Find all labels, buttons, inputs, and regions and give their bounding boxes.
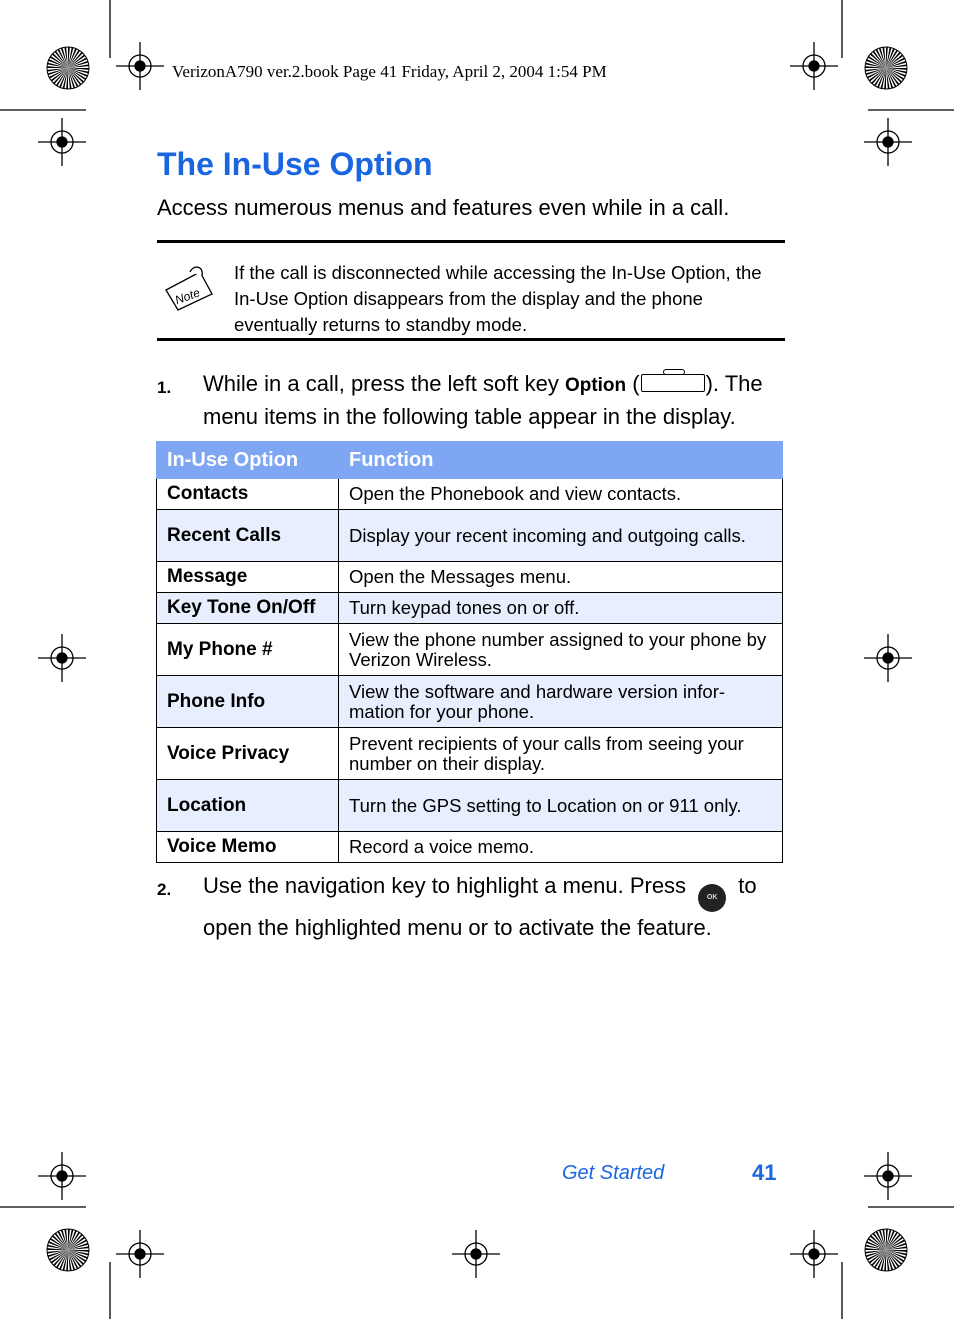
function-cell: View the phone number assigned to your phone by Verizon Wireless.	[339, 624, 783, 676]
function-cell: Turn the GPS setting to Location on or 911 only.	[339, 780, 783, 832]
note-text: If the call is disconnected while accessing the In-Use Option, the In-Use Option disappears from the display and the phone eventually returns to standby mode.	[234, 262, 762, 335]
note-icon	[160, 262, 216, 314]
option-cell: Voice Privacy	[157, 728, 339, 780]
function-cell: Turn keypad tones on or off.	[339, 593, 783, 624]
table-row	[157, 832, 783, 863]
table-row	[157, 562, 783, 593]
function-cell: Open the Phonebook and view contacts.	[339, 479, 783, 510]
print-header: VerizonA790 ver.2.book Page 41 Friday, April 2, 2004 1:54 PM	[172, 62, 607, 81]
option-cell: Voice Memo	[157, 832, 339, 863]
option-cell: Recent Calls	[157, 510, 339, 562]
option-cell: My Phone #	[157, 624, 339, 676]
function-cell: View the software and hardware version infor-mation for your phone.	[339, 676, 783, 728]
function-cell: Open the Messages menu.	[339, 562, 783, 593]
ok-key-icon: OK	[698, 884, 726, 912]
table-header-row	[157, 442, 783, 479]
option-cell: Message	[157, 562, 339, 593]
footer-section: Get Started	[562, 1162, 665, 1184]
note-icon-label: Note	[173, 285, 202, 308]
table-row	[157, 780, 783, 832]
table-row	[157, 479, 783, 510]
table-header-option: In-Use Option	[157, 442, 339, 479]
table-row	[157, 624, 783, 676]
page-subtitle: Access numerous menus and features even while in a call.	[157, 195, 730, 220]
page-number: 41	[752, 1160, 777, 1185]
table-row	[157, 728, 783, 780]
note-top-rule	[157, 240, 785, 243]
step-1-text: While in a call, press the left soft key Option ( ). The menu items in the following table appear in the display.	[203, 371, 763, 429]
note-bottom-rule	[157, 338, 785, 341]
step-2-text: Use the navigation key to highlight a menu. Press OK to open the highlighted menu or to activate the feature.	[203, 873, 757, 940]
page-title: The In-Use Option	[157, 146, 433, 182]
step-2-number: 2.	[157, 880, 172, 899]
table-row	[157, 593, 783, 624]
function-cell: Prevent recipients of your calls from seeing your number on their display.	[339, 728, 783, 780]
step-1-number: 1.	[157, 378, 172, 397]
in-use-options-table	[156, 441, 783, 863]
option-cell: Phone Info	[157, 676, 339, 728]
option-key-label: Option	[564, 375, 627, 396]
table-header-function: Function	[339, 442, 783, 479]
left-soft-key-icon	[641, 374, 705, 392]
function-cell: Display your recent incoming and outgoing calls.	[339, 510, 783, 562]
table-row	[157, 676, 783, 728]
option-cell: Contacts	[157, 479, 339, 510]
option-cell: Location	[157, 780, 339, 832]
table-row	[157, 510, 783, 562]
option-cell: Key Tone On/Off	[157, 593, 339, 624]
function-cell: Record a voice memo.	[339, 832, 783, 863]
